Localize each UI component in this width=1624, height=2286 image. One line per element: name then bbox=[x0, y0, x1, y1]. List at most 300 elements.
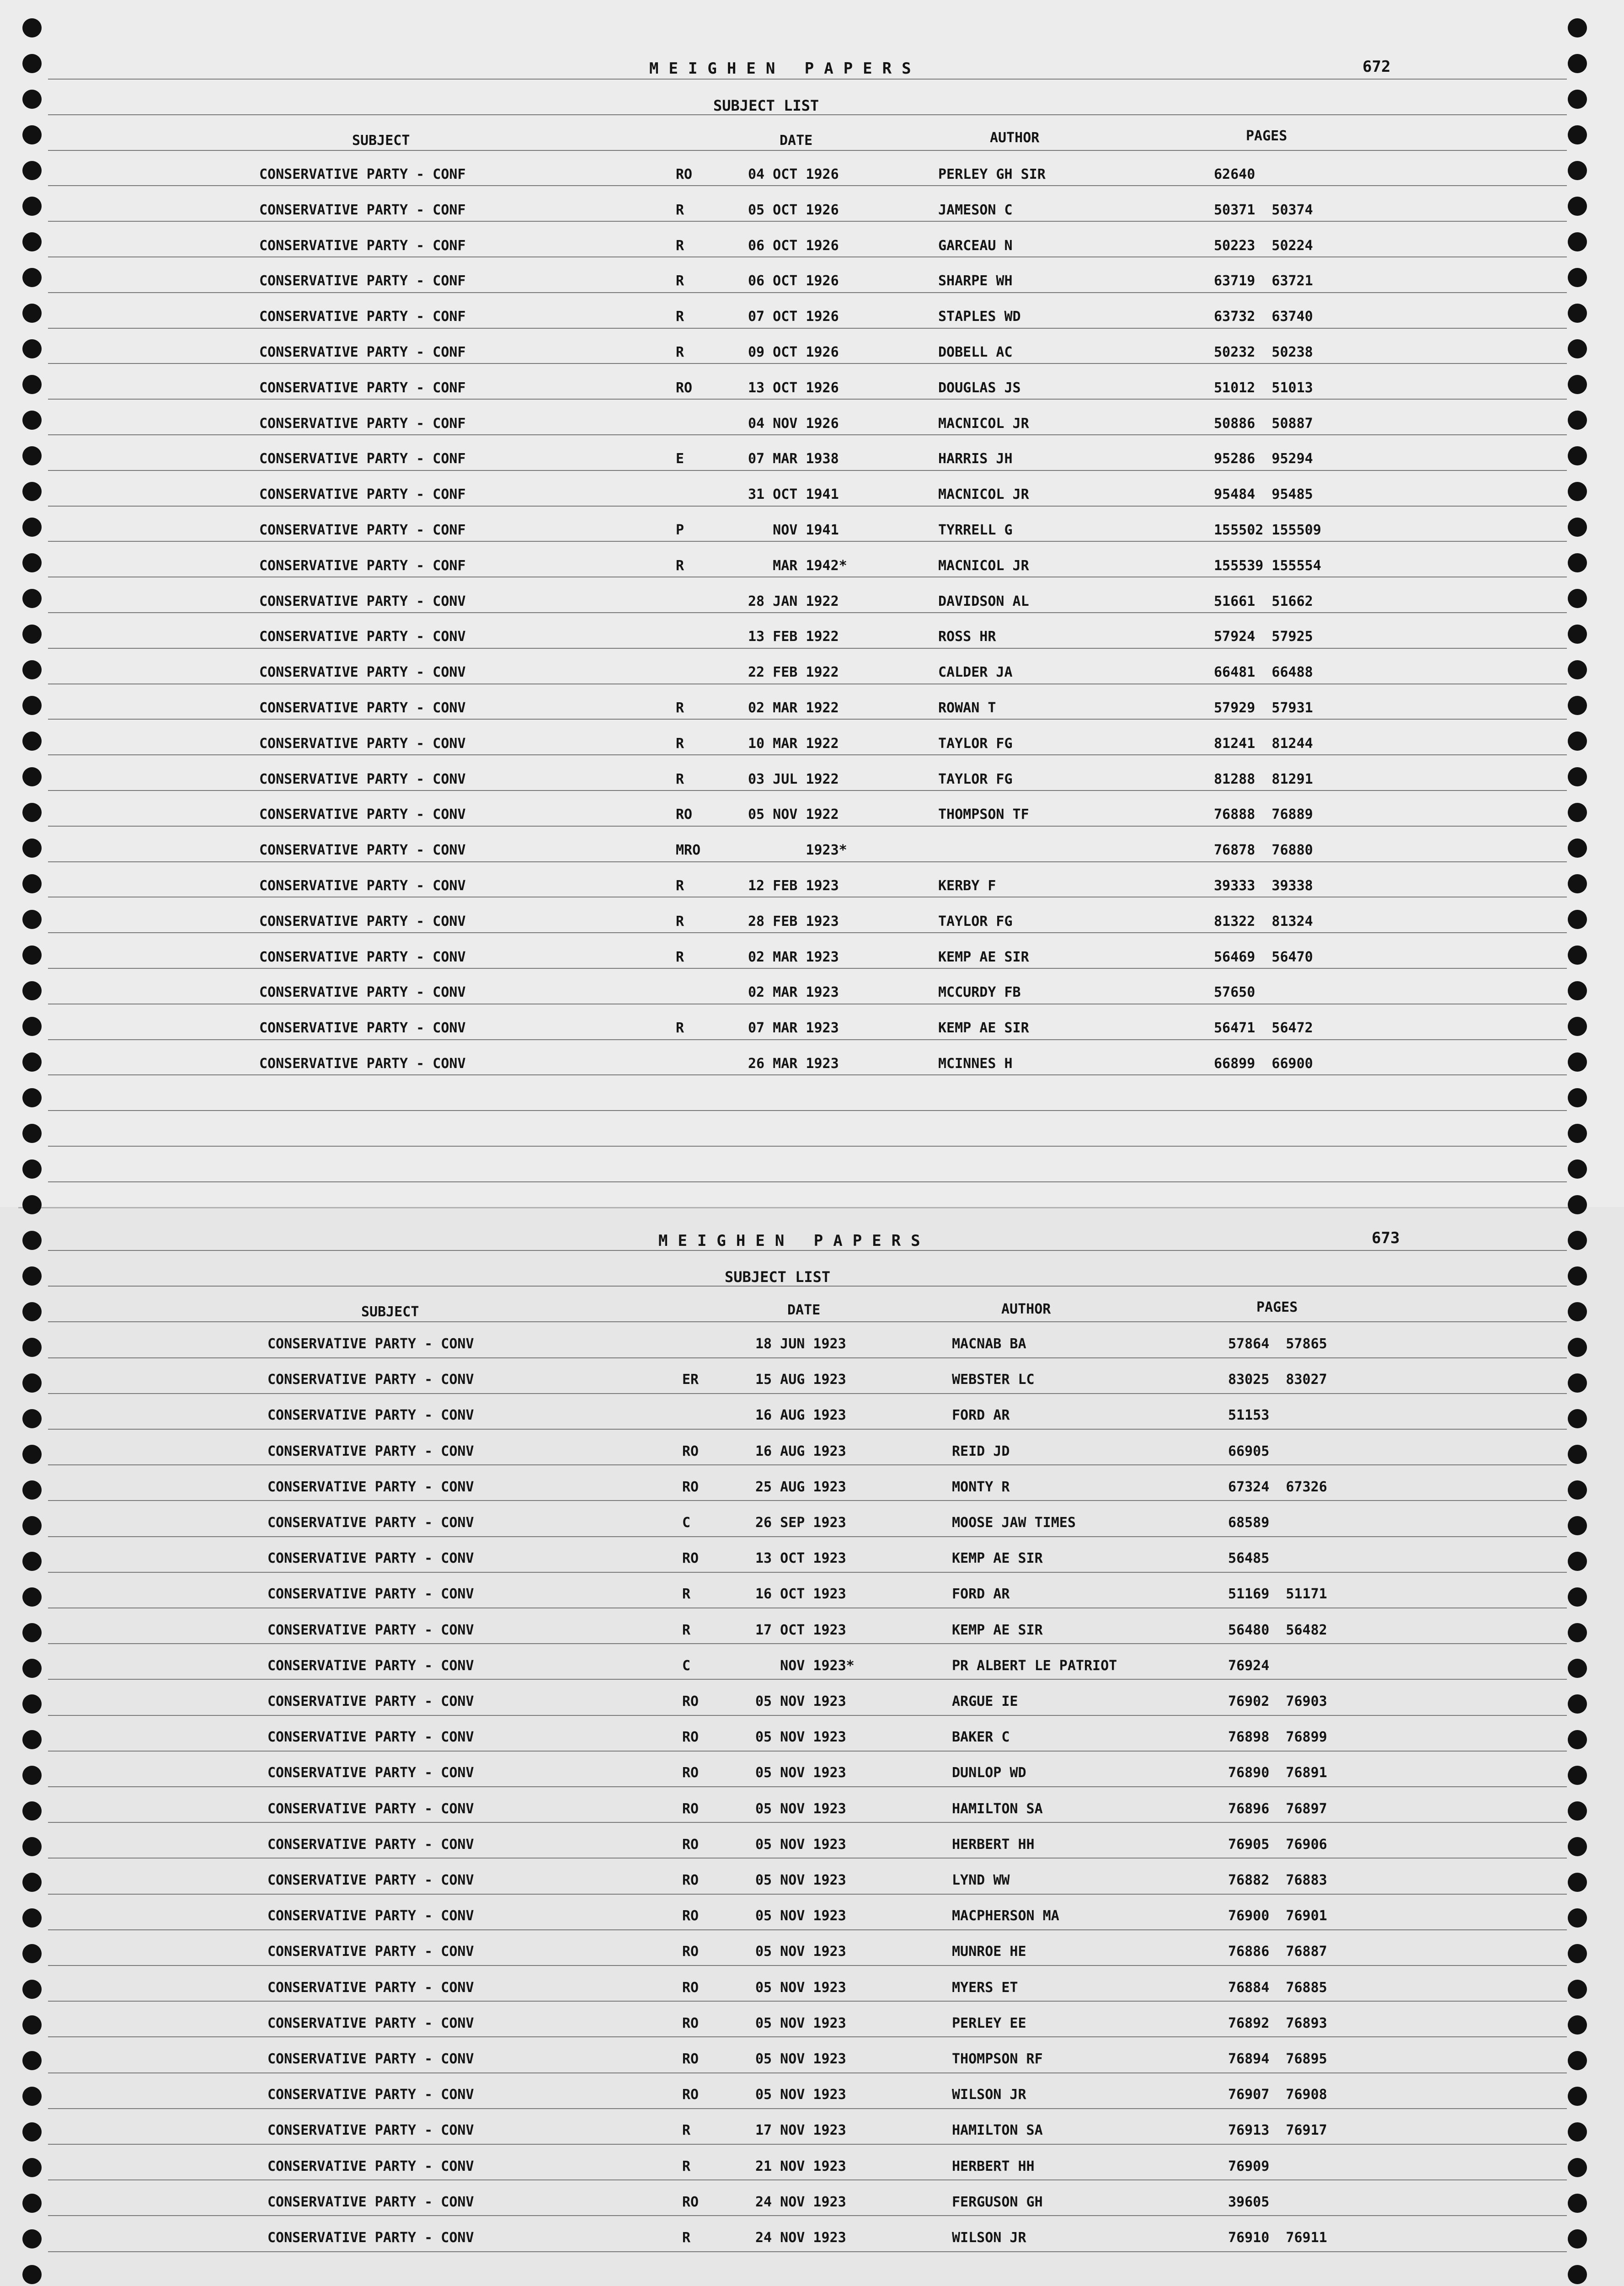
code-cell: RO bbox=[682, 2015, 699, 2031]
date-cell: 22 FEB 1922 bbox=[748, 664, 839, 680]
table-row bbox=[0, 1020, 1624, 1038]
feed-hole bbox=[1568, 18, 1587, 37]
feed-hole bbox=[22, 1231, 42, 1250]
table-row bbox=[0, 1622, 1624, 1640]
list-subtitle: SUBJECT LIST bbox=[725, 1268, 831, 1286]
ruled-line bbox=[48, 612, 1567, 613]
date-cell: 05 NOV 1923 bbox=[755, 2051, 846, 2067]
ruled-line bbox=[48, 790, 1567, 791]
feed-hole bbox=[22, 90, 42, 109]
author-cell: TAYLOR FG bbox=[938, 771, 1013, 787]
subject-cell: CONSERVATIVE PARTY - CONV bbox=[259, 913, 466, 929]
pages-cell: 76878 76880 bbox=[1214, 842, 1313, 858]
feed-hole bbox=[1568, 1159, 1587, 1179]
feed-hole bbox=[22, 1124, 42, 1143]
author-cell: GARCEAU N bbox=[938, 238, 1013, 254]
code-cell: R bbox=[682, 2230, 691, 2246]
author-cell: MUNROE HE bbox=[952, 1944, 1026, 1960]
table-row bbox=[0, 1729, 1624, 1747]
code-cell: RO bbox=[682, 2087, 699, 2103]
pages-cell: 50886 50887 bbox=[1214, 416, 1313, 432]
feed-hole bbox=[22, 2265, 42, 2284]
date-cell: 12 FEB 1923 bbox=[748, 878, 839, 894]
author-cell: DOBELL AC bbox=[938, 344, 1013, 360]
feed-hole bbox=[22, 18, 42, 37]
code-cell: R bbox=[676, 558, 684, 574]
date-cell: 05 NOV 1923 bbox=[755, 1944, 846, 1960]
table-row bbox=[0, 700, 1624, 718]
author-cell: DAVIDSON AL bbox=[938, 593, 1029, 609]
table-row bbox=[0, 380, 1624, 398]
author-cell: PERLEY EE bbox=[952, 2015, 1026, 2031]
author-cell: HERBERT HH bbox=[952, 2158, 1035, 2174]
subject-cell: CONSERVATIVE PARTY - CONV bbox=[267, 2194, 474, 2210]
ruled-line bbox=[48, 256, 1567, 257]
subject-cell: CONSERVATIVE PARTY - CONF bbox=[259, 238, 466, 254]
subject-cell: CONSERVATIVE PARTY - CONF bbox=[259, 380, 466, 396]
date-cell: 07 MAR 1923 bbox=[748, 1020, 839, 1036]
feed-hole bbox=[1568, 1231, 1587, 1250]
feed-hole bbox=[22, 1302, 42, 1321]
author-cell: HERBERT HH bbox=[952, 1837, 1035, 1853]
table-row bbox=[0, 1765, 1624, 1783]
subject-cell: CONSERVATIVE PARTY - CONV bbox=[259, 736, 466, 752]
subject-cell: CONSERVATIVE PARTY - CONV bbox=[267, 1479, 474, 1495]
date-cell: 03 JUL 1922 bbox=[748, 771, 839, 787]
feed-hole bbox=[22, 1195, 42, 1214]
table-row bbox=[0, 771, 1624, 790]
ruled-line bbox=[48, 114, 1567, 115]
table-row bbox=[0, 1801, 1624, 1819]
ruled-line bbox=[48, 292, 1567, 293]
code-cell: RO bbox=[682, 1550, 699, 1566]
table-row bbox=[0, 202, 1624, 220]
date-cell: 17 OCT 1923 bbox=[755, 1622, 846, 1638]
author-cell: MONTY R bbox=[952, 1479, 1010, 1495]
table-row bbox=[0, 842, 1624, 860]
code-cell: RO bbox=[682, 1872, 699, 1888]
pages-cell: 50223 50224 bbox=[1214, 238, 1313, 254]
table-row bbox=[0, 984, 1624, 1003]
subject-cell: CONSERVATIVE PARTY - CONV bbox=[267, 1550, 474, 1566]
tractor-feed-holes-left bbox=[18, 0, 46, 2286]
header-subject: SUBJECT bbox=[352, 133, 410, 149]
ruled-line bbox=[48, 1894, 1567, 1895]
feed-hole bbox=[22, 54, 42, 73]
table-row bbox=[0, 913, 1624, 932]
author-cell: PR ALBERT LE PATRIOT bbox=[952, 1658, 1117, 1674]
table-row bbox=[0, 1908, 1624, 1926]
pages-cell: 56485 bbox=[1228, 1550, 1270, 1566]
pages-cell: 76896 76897 bbox=[1228, 1801, 1327, 1817]
ruled-line bbox=[48, 2072, 1567, 2073]
author-cell: FORD AR bbox=[952, 1586, 1010, 1602]
author-cell: DOUGLAS JS bbox=[938, 380, 1021, 396]
subject-cell: CONSERVATIVE PARTY - CONV bbox=[267, 1622, 474, 1638]
pages-cell: 51169 51171 bbox=[1228, 1586, 1327, 1602]
feed-hole bbox=[1568, 1124, 1587, 1143]
author-cell: HARRIS JH bbox=[938, 451, 1013, 467]
date-cell: 05 NOV 1923 bbox=[755, 1729, 846, 1745]
pages-cell: 50371 50374 bbox=[1214, 202, 1313, 218]
pages-cell: 76894 76895 bbox=[1228, 2051, 1327, 2067]
table-row bbox=[0, 273, 1624, 291]
ruled-line bbox=[48, 648, 1567, 649]
code-cell: R bbox=[682, 2158, 691, 2174]
subject-cell: CONSERVATIVE PARTY - CONV bbox=[267, 2087, 474, 2103]
ruled-line bbox=[48, 1393, 1567, 1394]
author-cell: KEMP AE SIR bbox=[952, 1622, 1043, 1638]
date-cell: 06 OCT 1926 bbox=[748, 238, 839, 254]
pages-cell: 76886 76887 bbox=[1228, 1944, 1327, 1960]
date-cell: NOV 1941 bbox=[748, 522, 839, 538]
subject-cell: CONSERVATIVE PARTY - CONV bbox=[267, 2122, 474, 2138]
ruled-line bbox=[48, 968, 1567, 969]
author-cell: KEMP AE SIR bbox=[952, 1550, 1043, 1566]
code-cell: R bbox=[676, 878, 684, 894]
pages-cell: 155502 155509 bbox=[1214, 522, 1321, 538]
author-cell: JAMESON C bbox=[938, 202, 1013, 218]
date-cell: MAR 1942* bbox=[748, 558, 847, 574]
table-row bbox=[0, 486, 1624, 505]
table-row bbox=[0, 451, 1624, 469]
table-row bbox=[0, 558, 1624, 576]
pages-cell: 76913 76917 bbox=[1228, 2122, 1327, 2138]
subject-cell: CONSERVATIVE PARTY - CONV bbox=[267, 1765, 474, 1781]
date-cell: 16 OCT 1923 bbox=[755, 1586, 846, 1602]
ruled-line bbox=[48, 150, 1567, 151]
ruled-line bbox=[48, 363, 1567, 364]
table-row bbox=[0, 1443, 1624, 1462]
pages-cell: 155539 155554 bbox=[1214, 558, 1321, 574]
pages-cell: 76902 76903 bbox=[1228, 1693, 1327, 1709]
ruled-line bbox=[48, 1715, 1567, 1716]
ruled-line bbox=[48, 1679, 1567, 1680]
subject-cell: CONSERVATIVE PARTY - CONV bbox=[267, 1980, 474, 1996]
table-row bbox=[0, 1586, 1624, 1604]
author-cell: MCCURDY FB bbox=[938, 984, 1021, 1000]
ruled-line bbox=[48, 1536, 1567, 1537]
code-cell: RO bbox=[676, 807, 693, 823]
pages-cell: 76892 76893 bbox=[1228, 2015, 1327, 2031]
code-cell: RO bbox=[682, 1944, 699, 1960]
table-row bbox=[0, 1056, 1624, 1074]
date-cell: 05 NOV 1923 bbox=[755, 1693, 846, 1709]
feed-hole bbox=[22, 1088, 42, 1107]
pages-cell: 76898 76899 bbox=[1228, 1729, 1327, 1745]
subject-cell: CONSERVATIVE PARTY - CONV bbox=[267, 1944, 474, 1960]
ruled-line bbox=[48, 1858, 1567, 1859]
table-row bbox=[0, 416, 1624, 434]
pages-cell: 57924 57925 bbox=[1214, 629, 1313, 645]
feed-hole bbox=[22, 125, 42, 144]
pages-cell: 76905 76906 bbox=[1228, 1837, 1327, 1853]
table-row bbox=[0, 1550, 1624, 1569]
ruled-line bbox=[48, 1110, 1567, 1111]
code-cell: RO bbox=[682, 1980, 699, 1996]
table-row bbox=[0, 166, 1624, 185]
code-cell: RO bbox=[682, 1908, 699, 1924]
ruled-line bbox=[48, 2108, 1567, 2109]
author-cell: KERBY F bbox=[938, 878, 996, 894]
date-cell: 28 FEB 1923 bbox=[748, 913, 839, 929]
subject-cell: CONSERVATIVE PARTY - CONV bbox=[259, 878, 466, 894]
code-cell: P bbox=[676, 522, 684, 538]
pages-cell: 83025 83027 bbox=[1228, 1372, 1327, 1388]
code-cell: RO bbox=[682, 1479, 699, 1495]
ruled-line bbox=[48, 399, 1567, 400]
code-cell: R bbox=[676, 771, 684, 787]
code-cell: R bbox=[676, 1020, 684, 1036]
author-cell: STAPLES WD bbox=[938, 309, 1021, 325]
table-row bbox=[0, 2122, 1624, 2141]
code-cell: R bbox=[676, 202, 684, 218]
ruled-line bbox=[48, 2144, 1567, 2145]
date-cell: 02 MAR 1922 bbox=[748, 700, 839, 716]
ruled-line bbox=[48, 79, 1567, 80]
subject-cell: CONSERVATIVE PARTY - CONV bbox=[259, 807, 466, 823]
table-row bbox=[0, 629, 1624, 647]
pages-cell: 57864 57865 bbox=[1228, 1336, 1327, 1352]
date-cell: 04 OCT 1926 bbox=[748, 166, 839, 182]
date-cell: 04 NOV 1926 bbox=[748, 416, 839, 432]
pages-cell: 81322 81324 bbox=[1214, 913, 1313, 929]
date-cell: 16 AUG 1923 bbox=[755, 1407, 846, 1423]
table-row bbox=[0, 1837, 1624, 1855]
ruled-line bbox=[48, 1146, 1567, 1147]
date-cell: 02 MAR 1923 bbox=[748, 949, 839, 965]
ruled-line bbox=[48, 2251, 1567, 2252]
ruled-line bbox=[48, 826, 1567, 827]
code-cell: R bbox=[676, 344, 684, 360]
author-cell: HAMILTON SA bbox=[952, 2122, 1043, 2138]
code-cell: C bbox=[682, 1515, 691, 1531]
author-cell: MACNICOL JR bbox=[938, 416, 1029, 432]
author-cell: MACNAB BA bbox=[952, 1336, 1026, 1352]
subject-cell: CONSERVATIVE PARTY - CONV bbox=[267, 1837, 474, 1853]
ruled-line bbox=[48, 470, 1567, 471]
subject-cell: CONSERVATIVE PARTY - CONV bbox=[267, 1515, 474, 1531]
table-row bbox=[0, 807, 1624, 825]
author-cell: MCINNES H bbox=[938, 1056, 1013, 1072]
pages-cell: 57929 57931 bbox=[1214, 700, 1313, 716]
code-cell: R bbox=[676, 913, 684, 929]
pages-cell: 68589 bbox=[1228, 1515, 1270, 1531]
ruled-line bbox=[48, 1572, 1567, 1573]
table-row bbox=[0, 1658, 1624, 1676]
author-cell: WILSON JR bbox=[952, 2230, 1026, 2246]
date-cell: 21 NOV 1923 bbox=[755, 2158, 846, 2174]
subject-cell: CONSERVATIVE PARTY - CONV bbox=[267, 1801, 474, 1817]
table-row bbox=[0, 522, 1624, 540]
subject-cell: CONSERVATIVE PARTY - CONF bbox=[259, 486, 466, 502]
subject-cell: CONSERVATIVE PARTY - CONV bbox=[259, 1020, 466, 1036]
pages-cell: 67324 67326 bbox=[1228, 1479, 1327, 1495]
author-cell: SHARPE WH bbox=[938, 273, 1013, 289]
date-cell: 07 OCT 1926 bbox=[748, 309, 839, 325]
pages-cell: 57650 bbox=[1214, 984, 1255, 1000]
table-row bbox=[0, 736, 1624, 754]
author-cell: LYND WW bbox=[952, 1872, 1010, 1888]
ruled-line bbox=[48, 221, 1567, 222]
code-cell: R bbox=[682, 2122, 691, 2138]
feed-hole bbox=[1568, 90, 1587, 109]
date-cell: 05 NOV 1922 bbox=[748, 807, 839, 823]
table-row bbox=[0, 1372, 1624, 1390]
document-title: MEIGHEN PAPERS bbox=[649, 59, 921, 78]
code-cell: R bbox=[682, 1586, 691, 1602]
pages-cell: 56471 56472 bbox=[1214, 1020, 1313, 1036]
code-cell: R bbox=[676, 700, 684, 716]
date-cell: 05 NOV 1923 bbox=[755, 1765, 846, 1781]
subject-cell: CONSERVATIVE PARTY - CONV bbox=[259, 842, 466, 858]
subject-cell: CONSERVATIVE PARTY - CONV bbox=[259, 593, 466, 609]
table-row bbox=[0, 2158, 1624, 2177]
pages-cell: 39333 39338 bbox=[1214, 878, 1313, 894]
header-date: DATE bbox=[780, 133, 813, 149]
code-cell: MRO bbox=[676, 842, 701, 858]
feed-hole bbox=[1568, 125, 1587, 144]
subject-cell: CONSERVATIVE PARTY - CONF bbox=[259, 273, 466, 289]
table-row bbox=[0, 309, 1624, 327]
pages-cell: 50232 50238 bbox=[1214, 344, 1313, 360]
code-cell: RO bbox=[682, 1443, 699, 1459]
header-pages: PAGES bbox=[1256, 1299, 1298, 1315]
subject-cell: CONSERVATIVE PARTY - CONV bbox=[267, 2015, 474, 2031]
author-cell: MACPHERSON MA bbox=[952, 1908, 1059, 1924]
feed-hole bbox=[1568, 2265, 1587, 2284]
author-cell: DUNLOP WD bbox=[952, 1765, 1026, 1781]
pages-cell: 39605 bbox=[1228, 2194, 1270, 2210]
table-row bbox=[0, 1515, 1624, 1533]
author-cell: KEMP AE SIR bbox=[938, 1020, 1029, 1036]
author-cell: HAMILTON SA bbox=[952, 1801, 1043, 1817]
table-row bbox=[0, 949, 1624, 967]
table-row bbox=[0, 238, 1624, 256]
subject-cell: CONSERVATIVE PARTY - CONV bbox=[259, 700, 466, 716]
ruled-line bbox=[48, 541, 1567, 542]
ruled-line bbox=[48, 506, 1567, 507]
page-number: 673 bbox=[1372, 1229, 1400, 1247]
ruled-line bbox=[48, 2215, 1567, 2216]
author-cell: REID JD bbox=[952, 1443, 1010, 1459]
subject-cell: CONSERVATIVE PARTY - CONV bbox=[259, 984, 466, 1000]
ruled-line bbox=[48, 1039, 1567, 1040]
code-cell: RO bbox=[682, 2194, 699, 2210]
feed-hole bbox=[1568, 54, 1587, 73]
author-cell: THOMPSON RF bbox=[952, 2051, 1043, 2067]
date-cell: 26 MAR 1923 bbox=[748, 1056, 839, 1072]
author-cell: TAYLOR FG bbox=[938, 736, 1013, 752]
pages-cell: 51661 51662 bbox=[1214, 593, 1313, 609]
header-author: AUTHOR bbox=[1001, 1301, 1051, 1317]
author-cell: PERLEY GH SIR bbox=[938, 166, 1046, 182]
pages-cell: 62640 bbox=[1214, 166, 1255, 182]
subject-cell: CONSERVATIVE PARTY - CONV bbox=[267, 2051, 474, 2067]
date-cell: 06 OCT 1926 bbox=[748, 273, 839, 289]
code-cell: E bbox=[676, 451, 684, 467]
subject-cell: CONSERVATIVE PARTY - CONF bbox=[259, 416, 466, 432]
subject-cell: CONSERVATIVE PARTY - CONV bbox=[267, 1693, 474, 1709]
subject-cell: CONSERVATIVE PARTY - CONV bbox=[267, 1872, 474, 1888]
table-row bbox=[0, 878, 1624, 896]
pages-cell: 56480 56482 bbox=[1228, 1622, 1327, 1638]
table-row bbox=[0, 2087, 1624, 2105]
pages-cell: 63719 63721 bbox=[1214, 273, 1313, 289]
pages-cell: 66899 66900 bbox=[1214, 1056, 1313, 1072]
subject-cell: CONSERVATIVE PARTY - CONV bbox=[267, 1729, 474, 1745]
ruled-line bbox=[48, 719, 1567, 720]
subject-cell: CONSERVATIVE PARTY - CONF bbox=[259, 309, 466, 325]
pages-cell: 81288 81291 bbox=[1214, 771, 1313, 787]
ruled-line bbox=[48, 1822, 1567, 1823]
code-cell: C bbox=[682, 1658, 691, 1674]
table-row bbox=[0, 2194, 1624, 2212]
pages-cell: 63732 63740 bbox=[1214, 309, 1313, 325]
pages-cell: 76924 bbox=[1228, 1658, 1270, 1674]
subject-cell: CONSERVATIVE PARTY - CONV bbox=[267, 1407, 474, 1423]
table-row bbox=[0, 2051, 1624, 2069]
date-cell: 24 NOV 1923 bbox=[755, 2194, 846, 2210]
ruled-line bbox=[48, 1181, 1567, 1182]
subject-cell: CONSERVATIVE PARTY - CONV bbox=[259, 664, 466, 680]
header-subject: SUBJECT bbox=[361, 1304, 419, 1320]
subject-cell: CONSERVATIVE PARTY - CONV bbox=[259, 1056, 466, 1072]
pages-cell: 95286 95294 bbox=[1214, 451, 1313, 467]
ruled-line bbox=[48, 1357, 1567, 1358]
subject-cell: CONSERVATIVE PARTY - CONV bbox=[267, 1586, 474, 1602]
date-cell: 05 NOV 1923 bbox=[755, 1908, 846, 1924]
ruled-line bbox=[48, 1929, 1567, 1930]
table-row bbox=[0, 344, 1624, 363]
date-cell: 05 NOV 1923 bbox=[755, 1872, 846, 1888]
author-cell: MOOSE JAW TIMES bbox=[952, 1515, 1076, 1531]
subject-cell: CONSERVATIVE PARTY - CONF bbox=[259, 522, 466, 538]
ruled-line bbox=[48, 328, 1567, 329]
date-cell: 13 OCT 1923 bbox=[755, 1550, 846, 1566]
author-cell: MACNICOL JR bbox=[938, 558, 1029, 574]
document-title: MEIGHEN PAPERS bbox=[658, 1232, 930, 1250]
author-cell: THOMPSON TF bbox=[938, 807, 1029, 823]
date-cell: 05 NOV 1923 bbox=[755, 2087, 846, 2103]
pages-cell: 76890 76891 bbox=[1228, 1765, 1327, 1781]
table-row bbox=[0, 2015, 1624, 2034]
date-cell: 05 NOV 1923 bbox=[755, 1837, 846, 1853]
date-cell: 16 AUG 1923 bbox=[755, 1443, 846, 1459]
ruled-line bbox=[48, 861, 1567, 862]
ruled-line bbox=[48, 185, 1567, 186]
date-cell: 18 JUN 1923 bbox=[755, 1336, 846, 1352]
code-cell: RO bbox=[682, 2051, 699, 2067]
ruled-line bbox=[48, 1751, 1567, 1752]
author-cell: TAYLOR FG bbox=[938, 913, 1013, 929]
table-row bbox=[0, 2230, 1624, 2248]
ruled-line bbox=[48, 1250, 1567, 1251]
ruled-line bbox=[48, 2001, 1567, 2002]
pages-cell: 51153 bbox=[1228, 1407, 1270, 1423]
subject-cell: CONSERVATIVE PARTY - CONV bbox=[259, 949, 466, 965]
header-date: DATE bbox=[787, 1302, 821, 1318]
subject-cell: CONSERVATIVE PARTY - CONV bbox=[267, 1336, 474, 1352]
author-cell: WEBSTER LC bbox=[952, 1372, 1035, 1388]
subject-cell: CONSERVATIVE PARTY - CONV bbox=[259, 771, 466, 787]
table-row bbox=[0, 1872, 1624, 1891]
author-cell: MACNICOL JR bbox=[938, 486, 1029, 502]
pages-cell: 66905 bbox=[1228, 1443, 1270, 1459]
pages-cell: 76907 76908 bbox=[1228, 2087, 1327, 2103]
subject-cell: CONSERVATIVE PARTY - CONV bbox=[267, 2158, 474, 2174]
code-cell: RO bbox=[682, 1765, 699, 1781]
